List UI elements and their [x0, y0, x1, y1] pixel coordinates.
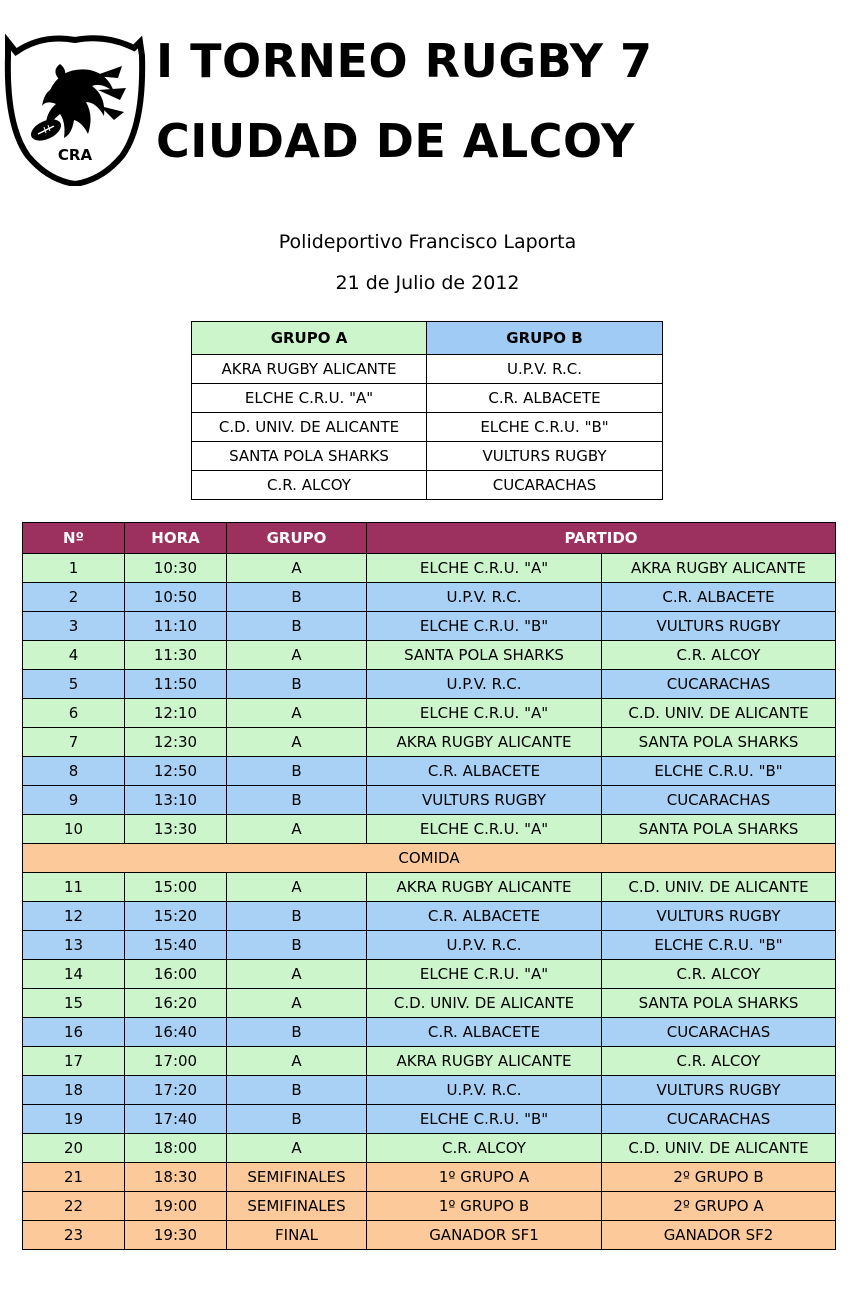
match-number: 5 — [23, 670, 125, 699]
logo-text: CRA — [57, 146, 93, 164]
match-time: 17:00 — [125, 1047, 227, 1076]
col-group: GRUPO — [227, 523, 367, 554]
match-team-away: SANTA POLA SHARKS — [602, 728, 836, 757]
match-time: 16:20 — [125, 989, 227, 1018]
match-number: 9 — [23, 786, 125, 815]
match-row — [23, 786, 836, 815]
lunch-break-label: COMIDA — [23, 844, 836, 873]
match-group: A — [227, 873, 367, 902]
group-b-team: VULTURS RUGBY — [427, 442, 663, 471]
match-number: 21 — [23, 1163, 125, 1192]
title-line-2: CIUDAD DE ALCOY — [156, 114, 635, 168]
match-number: 10 — [23, 815, 125, 844]
match-row — [23, 902, 836, 931]
match-time: 11:30 — [125, 641, 227, 670]
match-team-home: ELCHE C.R.U. "A" — [367, 699, 602, 728]
col-time: HORA — [125, 523, 227, 554]
match-row — [23, 989, 836, 1018]
match-number: 2 — [23, 583, 125, 612]
match-number: 13 — [23, 931, 125, 960]
match-time: 15:20 — [125, 902, 227, 931]
match-team-away: C.R. ALBACETE — [602, 583, 836, 612]
match-time: 13:30 — [125, 815, 227, 844]
match-team-away: ELCHE C.R.U. "B" — [602, 931, 836, 960]
match-team-away: C.R. ALCOY — [602, 641, 836, 670]
groups-row — [192, 471, 663, 500]
match-group: B — [227, 786, 367, 815]
match-team-home: AKRA RUGBY ALICANTE — [367, 873, 602, 902]
match-team-home: U.P.V. R.C. — [367, 931, 602, 960]
match-number: 4 — [23, 641, 125, 670]
match-number: 15 — [23, 989, 125, 1018]
match-team-away: C.R. ALCOY — [602, 960, 836, 989]
match-row — [23, 757, 836, 786]
match-row — [23, 641, 836, 670]
match-row — [23, 1047, 836, 1076]
groups-row — [192, 442, 663, 471]
match-group: SEMIFINALES — [227, 1163, 367, 1192]
match-time: 17:20 — [125, 1076, 227, 1105]
match-group: B — [227, 931, 367, 960]
match-time: 19:00 — [125, 1192, 227, 1221]
match-row — [23, 1192, 836, 1221]
title-line-1: I TORNEO RUGBY 7 — [156, 34, 653, 88]
match-team-home: C.R. ALBACETE — [367, 757, 602, 786]
match-row — [23, 1163, 836, 1192]
match-team-away: AKRA RUGBY ALICANTE — [602, 554, 836, 583]
match-team-home: C.R. ALBACETE — [367, 902, 602, 931]
match-number: 22 — [23, 1192, 125, 1221]
match-time: 11:50 — [125, 670, 227, 699]
match-team-home: U.P.V. R.C. — [367, 1076, 602, 1105]
match-team-away: SANTA POLA SHARKS — [602, 989, 836, 1018]
match-row — [23, 960, 836, 989]
match-number: 12 — [23, 902, 125, 931]
match-team-home: C.R. ALBACETE — [367, 1018, 602, 1047]
match-group: A — [227, 554, 367, 583]
match-team-home: U.P.V. R.C. — [367, 670, 602, 699]
match-row — [23, 1134, 836, 1163]
match-row — [23, 1076, 836, 1105]
match-time: 12:50 — [125, 757, 227, 786]
match-team-away: C.D. UNIV. DE ALICANTE — [602, 699, 836, 728]
groups-header-row — [192, 322, 663, 355]
match-team-away: VULTURS RUGBY — [602, 612, 836, 641]
group-a-team: C.D. UNIV. DE ALICANTE — [192, 413, 427, 442]
match-number: 19 — [23, 1105, 125, 1134]
match-row — [23, 815, 836, 844]
match-team-away: CUCARACHAS — [602, 1105, 836, 1134]
match-row — [23, 554, 836, 583]
match-number: 8 — [23, 757, 125, 786]
match-number: 20 — [23, 1134, 125, 1163]
match-time: 13:10 — [125, 786, 227, 815]
match-time: 10:30 — [125, 554, 227, 583]
match-row — [23, 670, 836, 699]
match-time: 19:30 — [125, 1221, 227, 1250]
group-b-team: ELCHE C.R.U. "B" — [427, 413, 663, 442]
match-group: A — [227, 699, 367, 728]
match-group: A — [227, 1047, 367, 1076]
match-time: 12:30 — [125, 728, 227, 757]
match-team-away: ELCHE C.R.U. "B" — [602, 757, 836, 786]
match-time: 16:40 — [125, 1018, 227, 1047]
group-b-team: C.R. ALBACETE — [427, 384, 663, 413]
match-team-home: C.D. UNIV. DE ALICANTE — [367, 989, 602, 1018]
match-number: 17 — [23, 1047, 125, 1076]
group-a-team: AKRA RUGBY ALICANTE — [192, 355, 427, 384]
match-group: B — [227, 1105, 367, 1134]
match-team-home: AKRA RUGBY ALICANTE — [367, 728, 602, 757]
group-a-team: ELCHE C.R.U. "A" — [192, 384, 427, 413]
match-team-home: ELCHE C.R.U. "A" — [367, 554, 602, 583]
match-team-away: VULTURS RUGBY — [602, 1076, 836, 1105]
match-time: 15:40 — [125, 931, 227, 960]
match-row — [23, 1221, 836, 1250]
match-group: B — [227, 1076, 367, 1105]
match-time: 16:00 — [125, 960, 227, 989]
match-team-home: ELCHE C.R.U. "A" — [367, 815, 602, 844]
event-date: 21 de Julio de 2012 — [335, 272, 520, 294]
match-team-away: 2º GRUPO A — [602, 1192, 836, 1221]
match-team-home: 1º GRUPO B — [367, 1192, 602, 1221]
match-group: B — [227, 902, 367, 931]
match-time: 15:00 — [125, 873, 227, 902]
match-team-home: AKRA RUGBY ALICANTE — [367, 1047, 602, 1076]
match-number: 6 — [23, 699, 125, 728]
match-row — [23, 612, 836, 641]
groups-row — [192, 355, 663, 384]
match-number: 23 — [23, 1221, 125, 1250]
match-number: 1 — [23, 554, 125, 583]
groups-table — [191, 321, 663, 500]
match-team-home: C.R. ALCOY — [367, 1134, 602, 1163]
match-number: 16 — [23, 1018, 125, 1047]
match-team-away: VULTURS RUGBY — [602, 902, 836, 931]
match-group: A — [227, 728, 367, 757]
match-team-away: GANADOR SF2 — [602, 1221, 836, 1250]
schedule-table — [22, 522, 836, 1250]
group-b-header: GRUPO B — [427, 322, 663, 355]
match-group: SEMIFINALES — [227, 1192, 367, 1221]
match-group: B — [227, 1018, 367, 1047]
match-time: 17:40 — [125, 1105, 227, 1134]
col-number: Nº — [23, 523, 125, 554]
match-group: A — [227, 641, 367, 670]
match-row — [23, 873, 836, 902]
groups-row — [192, 413, 663, 442]
match-group: B — [227, 583, 367, 612]
match-row — [23, 583, 836, 612]
club-logo — [2, 30, 148, 186]
match-group: B — [227, 670, 367, 699]
match-group: A — [227, 960, 367, 989]
match-team-home: SANTA POLA SHARKS — [367, 641, 602, 670]
match-team-home: 1º GRUPO A — [367, 1163, 602, 1192]
match-number: 3 — [23, 612, 125, 641]
group-b-team: U.P.V. R.C. — [427, 355, 663, 384]
match-team-away: CUCARACHAS — [602, 786, 836, 815]
group-a-team: C.R. ALCOY — [192, 471, 427, 500]
lunch-break-row — [23, 844, 836, 873]
match-time: 11:10 — [125, 612, 227, 641]
group-a-team: SANTA POLA SHARKS — [192, 442, 427, 471]
match-team-away: 2º GRUPO B — [602, 1163, 836, 1192]
match-group: B — [227, 612, 367, 641]
match-team-away: CUCARACHAS — [602, 1018, 836, 1047]
match-number: 18 — [23, 1076, 125, 1105]
match-team-away: C.D. UNIV. DE ALICANTE — [602, 873, 836, 902]
match-row — [23, 1018, 836, 1047]
schedule-header-row — [23, 523, 836, 554]
match-team-home: ELCHE C.R.U. "B" — [367, 1105, 602, 1134]
match-row — [23, 931, 836, 960]
match-number: 7 — [23, 728, 125, 757]
match-team-away: C.R. ALCOY — [602, 1047, 836, 1076]
match-time: 18:00 — [125, 1134, 227, 1163]
group-a-header: GRUPO A — [192, 322, 427, 355]
match-group: A — [227, 815, 367, 844]
match-team-home: VULTURS RUGBY — [367, 786, 602, 815]
match-team-home: U.P.V. R.C. — [367, 583, 602, 612]
col-match: PARTIDO — [367, 523, 836, 554]
match-group: FINAL — [227, 1221, 367, 1250]
match-row — [23, 728, 836, 757]
match-team-home: ELCHE C.R.U. "B" — [367, 612, 602, 641]
match-team-away: SANTA POLA SHARKS — [602, 815, 836, 844]
match-group: A — [227, 1134, 367, 1163]
venue: Polideportivo Francisco Laporta — [278, 231, 577, 253]
match-number: 11 — [23, 873, 125, 902]
groups-row — [192, 384, 663, 413]
match-group: A — [227, 989, 367, 1018]
match-row — [23, 1105, 836, 1134]
match-time: 12:10 — [125, 699, 227, 728]
match-team-away: C.D. UNIV. DE ALICANTE — [602, 1134, 836, 1163]
match-number: 14 — [23, 960, 125, 989]
match-group: B — [227, 757, 367, 786]
match-row — [23, 699, 836, 728]
match-time: 10:50 — [125, 583, 227, 612]
match-team-home: ELCHE C.R.U. "A" — [367, 960, 602, 989]
match-time: 18:30 — [125, 1163, 227, 1192]
group-b-team: CUCARACHAS — [427, 471, 663, 500]
match-team-away: CUCARACHAS — [602, 670, 836, 699]
match-team-home: GANADOR SF1 — [367, 1221, 602, 1250]
